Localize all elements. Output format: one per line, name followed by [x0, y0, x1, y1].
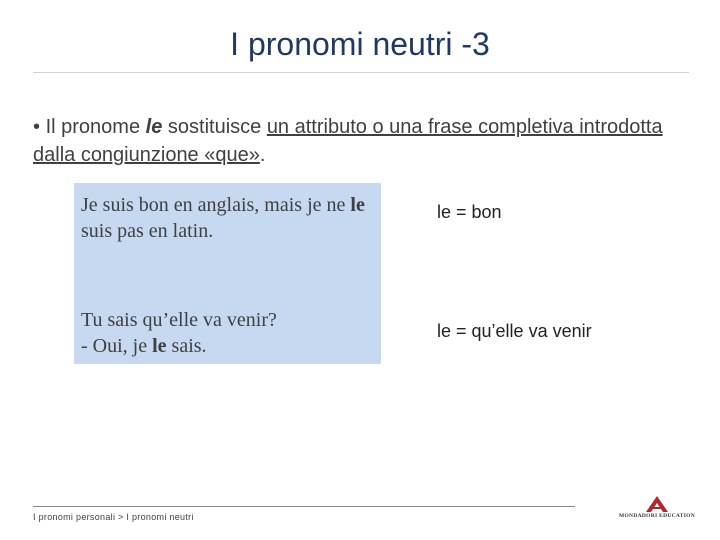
bullet-text-end: .: [259, 144, 266, 166]
example-sentence-1: [81, 192, 381, 244]
footer-breadcrumb: I pronomi personali > I pronomi neutri: [33, 512, 194, 522]
bullet-text-start: Il pronome: [45, 116, 146, 138]
bullet-paragraph: [33, 113, 673, 169]
publisher-logo: [612, 496, 702, 526]
example-2-after: sais.: [166, 335, 207, 357]
example-1-before: Je suis bon en anglais, mais je ne: [81, 194, 351, 216]
bullet-text-middle: sostituisce: [162, 116, 267, 138]
bullet-underlined-text: un attributo o una frase completiva introdotta dalla congiunzione «que»: [33, 116, 663, 166]
example-1-pronoun: le: [350, 194, 365, 216]
equivalence-1: le = bon: [437, 202, 502, 222]
example-sentence-2: [81, 307, 381, 359]
title-divider: [33, 72, 689, 73]
slide-title: I pronomi neutri -3: [230, 26, 490, 62]
example-2-before: - Oui, je: [81, 335, 153, 357]
mondadori-logo-icon: [646, 496, 668, 512]
example-2-line2: [81, 333, 381, 359]
example-2-line1: Tu sais qu’elle va venir?: [81, 309, 277, 331]
bullet-marker: •: [33, 116, 41, 138]
bullet-pronoun: le: [145, 116, 163, 138]
example-2-pronoun: le: [152, 335, 167, 357]
example-1-after: suis pas en latin.: [81, 220, 214, 242]
equivalence-2: le = qu’elle va venir: [437, 321, 592, 341]
footer-divider: [33, 506, 575, 507]
logo-text: MONDADORI EDUCATION: [618, 513, 696, 519]
